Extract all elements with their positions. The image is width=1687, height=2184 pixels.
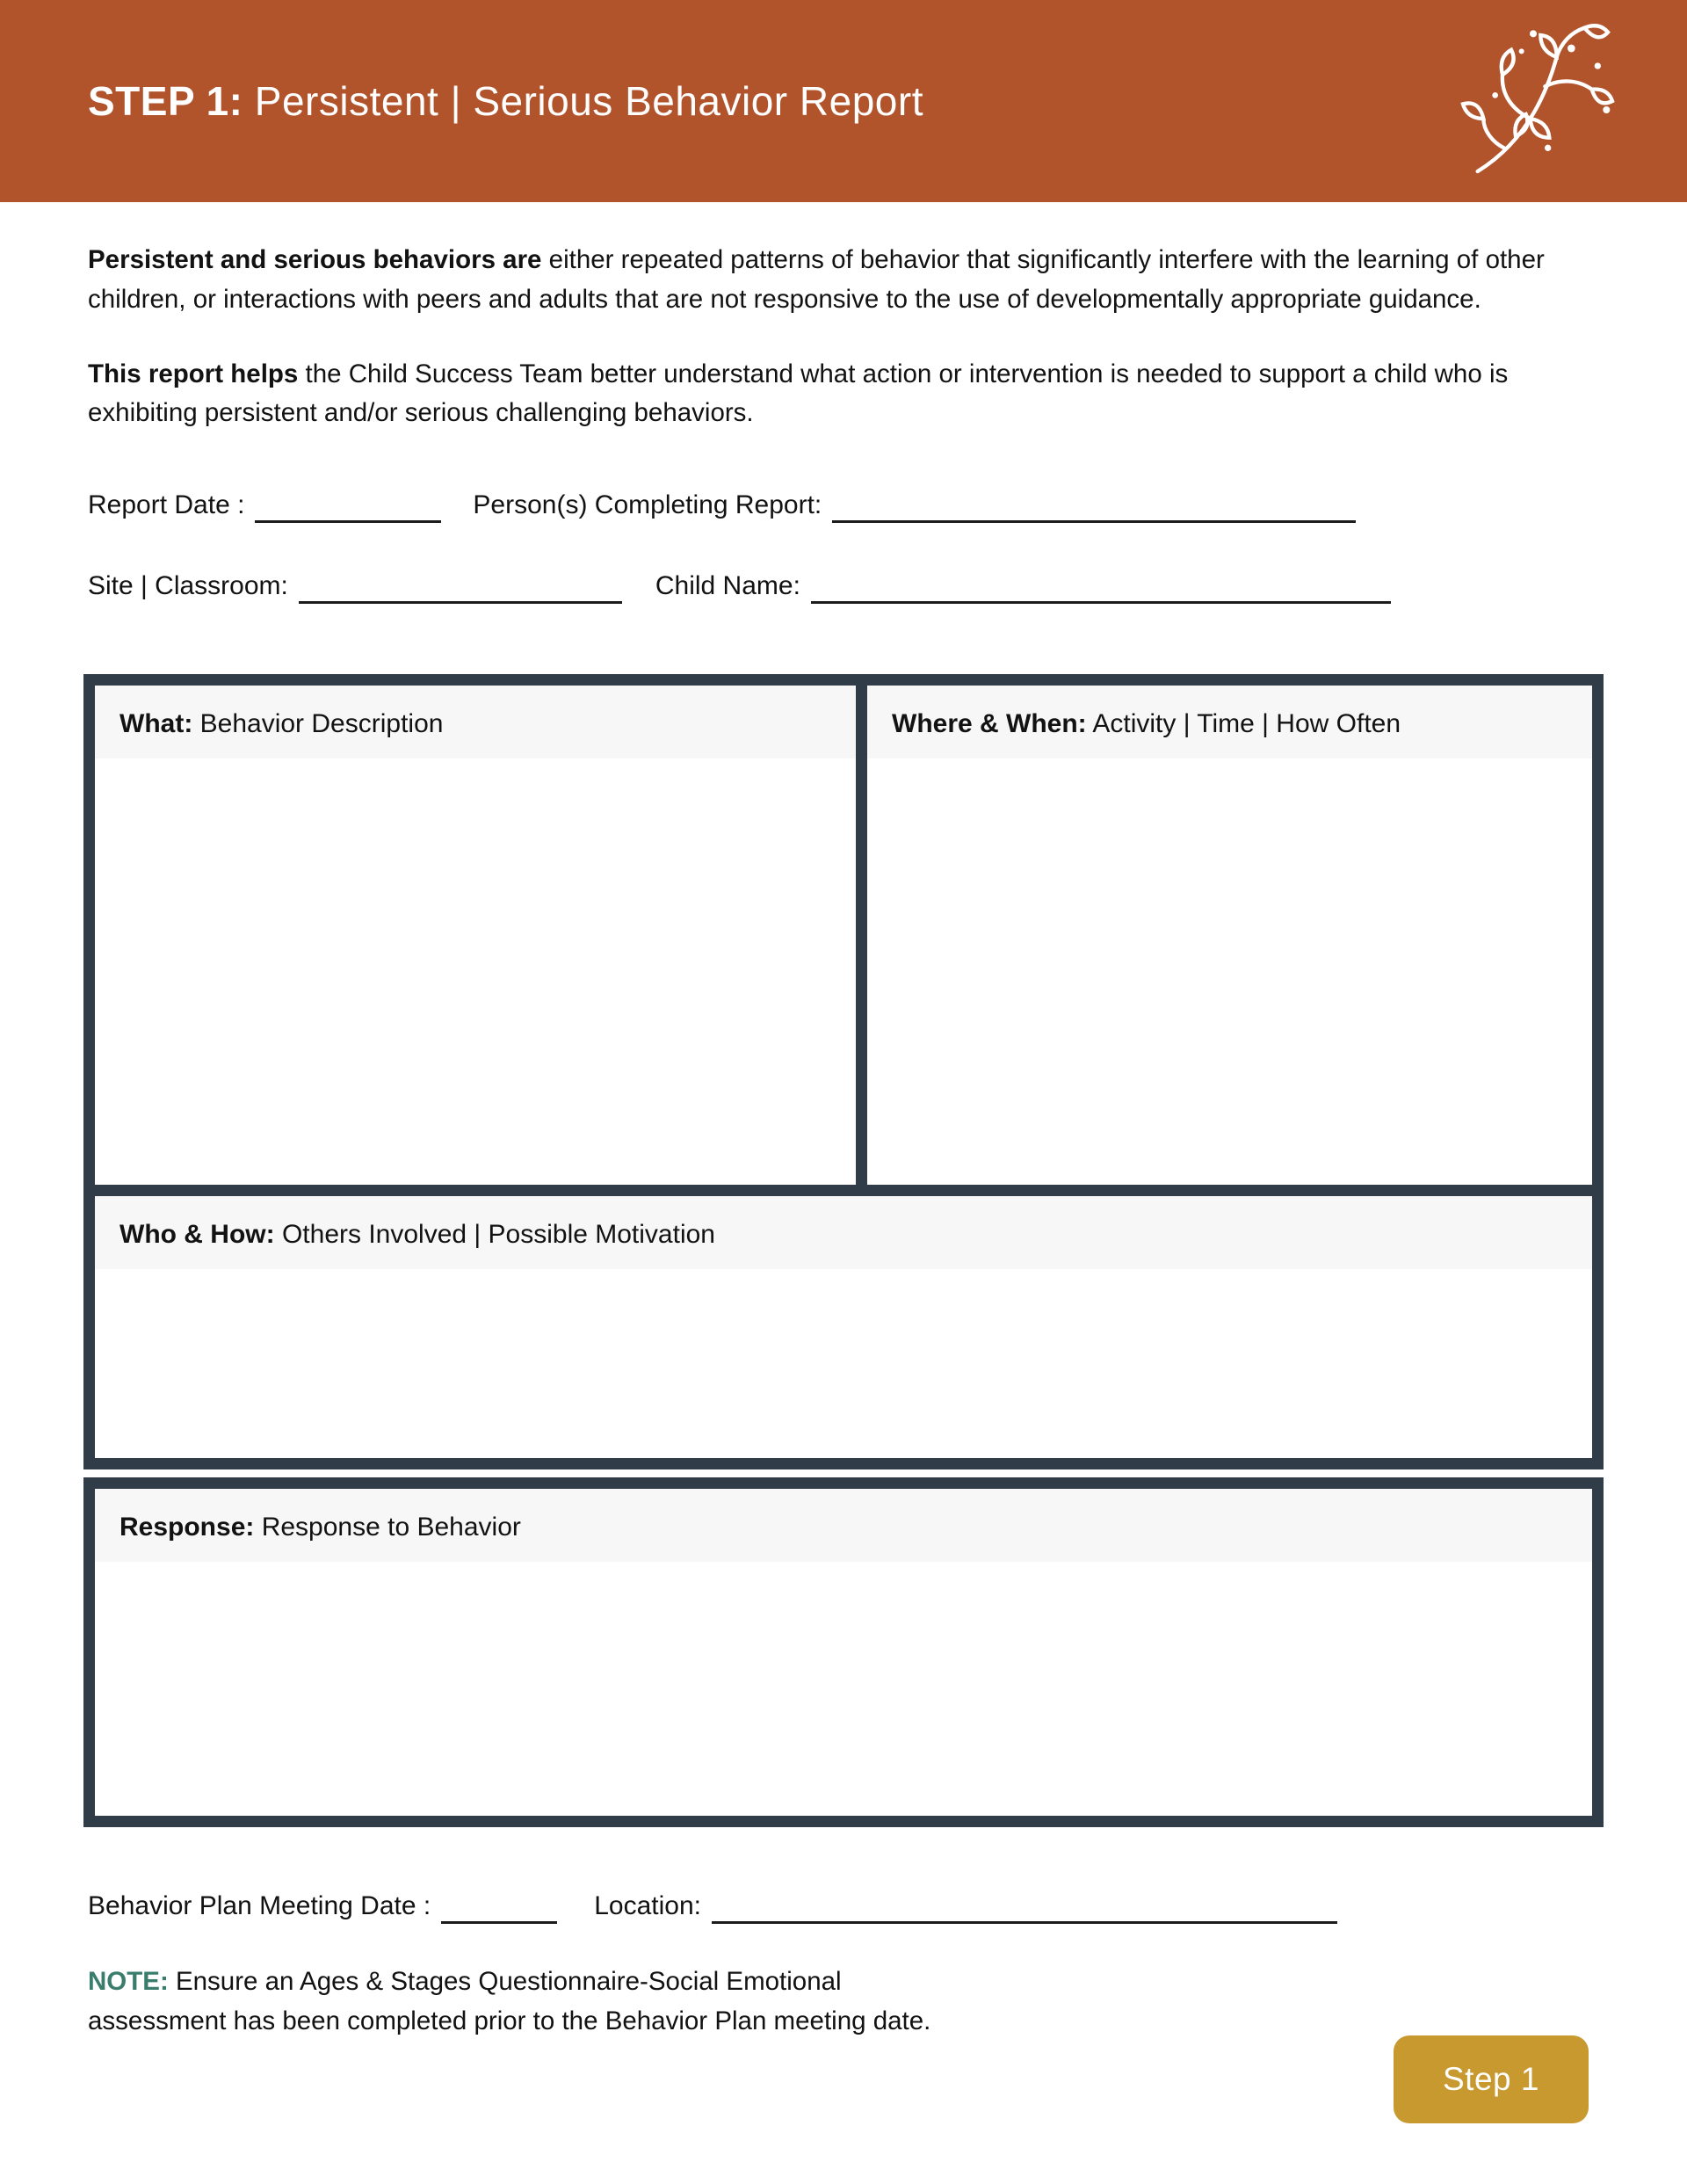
who-how-box-header bbox=[95, 1196, 1592, 1269]
site-classroom-label: Site | Classroom: bbox=[88, 571, 288, 601]
note-paragraph bbox=[88, 1963, 975, 2041]
report-date-row bbox=[88, 488, 1589, 523]
page-title-step: STEP 1: bbox=[88, 78, 243, 124]
page-title-text: Persistent | Serious Behavior Report bbox=[243, 78, 923, 124]
response-writing-area[interactable] bbox=[95, 1562, 1592, 1816]
page-title bbox=[88, 77, 923, 125]
report-date-blank[interactable] bbox=[255, 490, 441, 523]
header-bar bbox=[0, 0, 1687, 202]
child-name-blank[interactable] bbox=[811, 570, 1391, 604]
who-how-box-title: Who & How: bbox=[119, 1220, 275, 1250]
persons-completing-label: Person(s) Completing Report: bbox=[473, 490, 822, 520]
response-box bbox=[95, 1489, 1592, 1816]
who-how-writing-area[interactable] bbox=[95, 1269, 1592, 1458]
grid-top-row bbox=[95, 686, 1592, 1185]
intro-paragraph-2-lead: This report helps bbox=[88, 359, 299, 388]
child-name-label: Child Name: bbox=[655, 571, 800, 601]
response-box-title: Response: bbox=[119, 1513, 255, 1542]
where-when-writing-area[interactable] bbox=[867, 758, 1592, 1185]
response-box-subtitle: Response to Behavior bbox=[254, 1513, 521, 1542]
location-blank[interactable] bbox=[712, 1890, 1337, 1924]
where-when-box-subtitle: Activity | Time | How Often bbox=[1086, 709, 1401, 739]
document-footer bbox=[0, 1889, 1687, 2041]
meeting-date-blank[interactable] bbox=[441, 1890, 557, 1924]
note-label: NOTE: bbox=[88, 1967, 169, 1997]
persons-completing-blank[interactable] bbox=[832, 490, 1356, 523]
intro-paragraph-2 bbox=[88, 355, 1589, 434]
intro-paragraph-1-lead: Persistent and serious behaviors are bbox=[88, 245, 542, 274]
response-grid bbox=[83, 1477, 1604, 1827]
location-label: Location: bbox=[594, 1891, 701, 1921]
what-box bbox=[95, 686, 856, 1185]
where-when-box-title: Where & When: bbox=[892, 709, 1087, 739]
document-body bbox=[0, 241, 1687, 604]
site-classroom-blank[interactable] bbox=[299, 570, 622, 604]
what-box-title: What: bbox=[119, 709, 193, 739]
response-box-header bbox=[95, 1489, 1592, 1562]
behavior-report-grid bbox=[83, 674, 1604, 1469]
site-child-row bbox=[88, 569, 1589, 604]
where-when-box-header bbox=[867, 686, 1592, 758]
what-box-subtitle: Behavior Description bbox=[192, 709, 444, 739]
meeting-date-label: Behavior Plan Meeting Date : bbox=[88, 1891, 431, 1921]
meeting-location-row bbox=[88, 1889, 1589, 1924]
intro-paragraph-1 bbox=[88, 241, 1589, 320]
intro-paragraph-1-text: either repeated patterns of behavior that significantly interfere with the learning of other children, or interactions with peers and adults that are not responsive to the use of developmentally appropriate guidance. bbox=[88, 245, 1545, 314]
what-box-writing-area[interactable] bbox=[95, 758, 856, 1185]
intro-paragraph-2-text: the Child Success Team better understand what action or intervention is needed to support a child who is exhibiting persistent and/or serious challenging behaviors. bbox=[88, 359, 1509, 428]
where-when-box bbox=[867, 686, 1592, 1185]
step-1-button[interactable]: Step 1 bbox=[1394, 2035, 1589, 2123]
note-text: Ensure an Ages & Stages Questionnaire-Social Emotional assessment has been completed prior to the Behavior Plan meeting date. bbox=[88, 1967, 931, 2035]
who-how-box bbox=[95, 1196, 1592, 1458]
plant-branch-icon bbox=[1441, 13, 1625, 189]
who-how-box-subtitle: Others Involved | Possible Motivation bbox=[274, 1220, 715, 1250]
what-box-header bbox=[95, 686, 856, 758]
report-date-label: Report Date : bbox=[88, 490, 245, 520]
